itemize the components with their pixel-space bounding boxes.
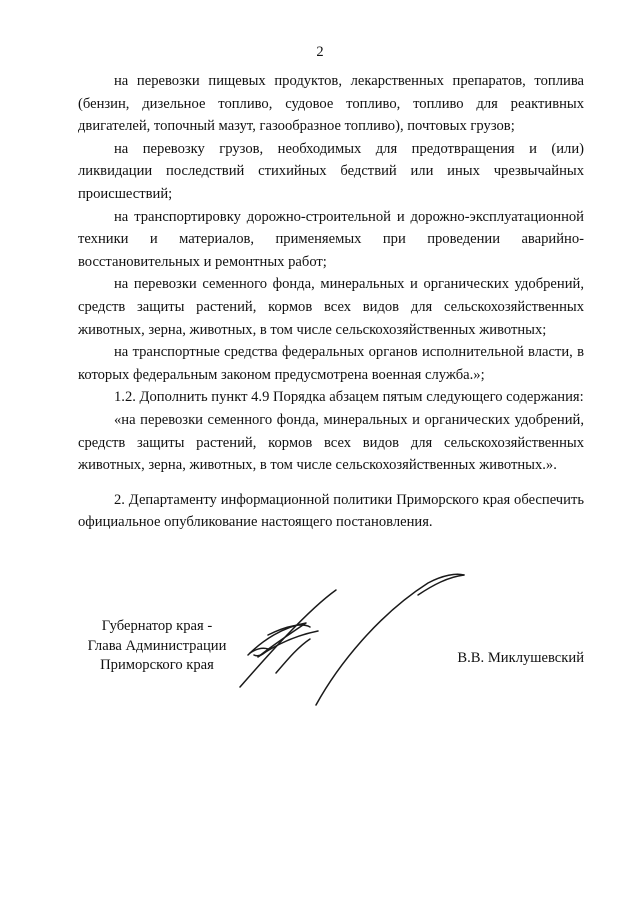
paragraph-road-equipment: на транспортировку дорожно-строительной и дорожно-эксплуатационной техники и материалов, применяемых при проведении аварийно-восстановительных и ремонтных работ; <box>78 208 584 270</box>
handwritten-signature <box>228 565 478 725</box>
paragraph-amendment-1-2: 1.2. Дополнить пункт 4.9 Порядка абзацем пятым следующего содержания: <box>114 389 584 406</box>
signatory-title <box>78 617 236 676</box>
signatory-title-line: Приморского края <box>100 657 214 673</box>
signatory-name: В.В. Миклушевский <box>457 650 584 666</box>
paragraph-emergency-cargo: на перевозку грузов, необходимых для предотвращения и (или) ликвидации последствий стихийных бедствий или иных чрезвычайных происшествий; <box>78 140 584 202</box>
paragraph-publication: 2. Департаменту информационной политики Приморского края обеспечить официальное опубликование настоящего постановления. <box>78 491 584 531</box>
page-number: 2 <box>316 44 324 60</box>
signatory-title-line: Глава Администрации <box>87 637 227 654</box>
paragraph-food-fuel: на перевозки пищевых продуктов, лекарственных препаратов, топлива (бензин, дизельное топливо, судовое топливо, топливо для реактивных двигателей, топочный мазут, газообразное топливо), почтовых грузов; <box>78 73 584 135</box>
document-body <box>78 70 584 534</box>
paragraph-amendment-text: «на перевозки семенного фонда, минеральных и органических удобрений, средств защиты растений, кормов всех видов для сельскохозяйственных животных, зерна, животных, в том числе сельскохозяйственных животных.». <box>78 411 584 474</box>
signatory-title-line: Губернатор края - <box>101 618 213 634</box>
paragraph-agricultural: на перевозки семенного фонда, минеральных и органических удобрений, средств защиты растений, кормов всех видов для сельскохозяйственных животных, зерна, животных, в том числе сельскохозяйственных животных; <box>78 276 584 338</box>
paragraph-federal-vehicles: на транспортные средства федеральных органов исполнительной власти, в которых федеральным законом предусмотрена военная служба.»; <box>78 344 584 383</box>
